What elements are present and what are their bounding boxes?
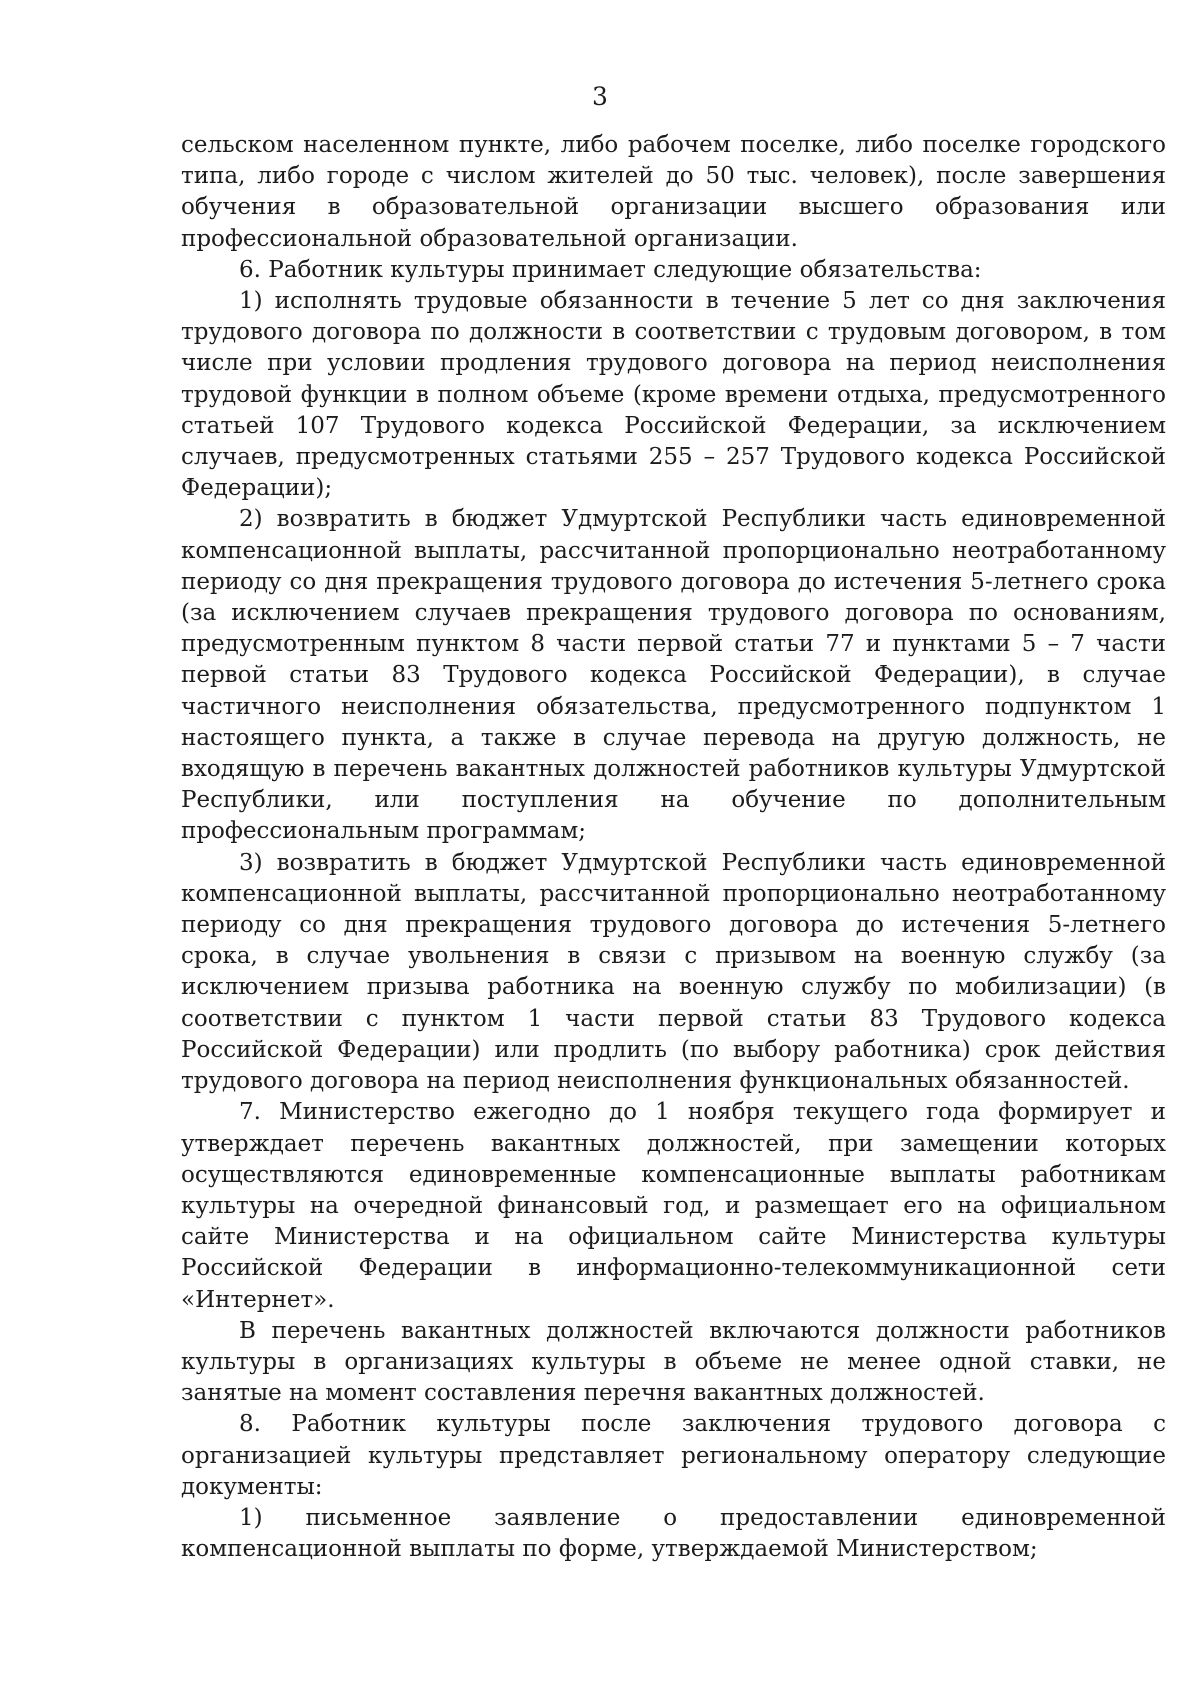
page-number: 3 <box>592 82 608 111</box>
paragraph-item-8: 8. Работник культуры после заключения трудового договора с организацией культуры представляет региональному оператору следующие документы: <box>181 1411 1166 1500</box>
paragraph-item-6: 6. Работник культуры принимает следующие обязательства: <box>239 256 982 283</box>
paragraph-item-8-1: 1) письменное заявление о предоставлении единовременной компенсационной выплаты по форме, утверждаемой Министерством; <box>181 1504 1166 1563</box>
paragraph-item-6-2: 2) возвратить в бюджет Удмуртской Республики часть единовременной компенсационной выплаты, рассчитанной пропорционально неотработанному периоду со дня прекращения трудового договора до истечения 5-летнего срока (за исключением случаев прекращения трудового договора по основаниям, предусмотренным пунктом 8 части первой статьи 77 и пунктами 5 – 7 части первой статьи 83 Трудового кодекса Российской Федерации), в случае частичного неисполнения обязательства, предусмотренного подпунктом 1 настоящего пункта, а также в случае перевода на другую должность, не входящую в перечень вакантных должностей работников культуры Удмуртской Республики, или поступления на обучение по дополнительным профессиональным программам; <box>181 506 1166 845</box>
paragraph-continuation: сельском населенном пункте, либо рабочем поселке, либо поселке городского типа, либо городе с числом жителей до 50 тыс. человек), после завершения обучения в образовательной организации высшего образования или профессиональной образовательной организации. <box>181 132 1166 252</box>
document-body <box>181 130 1166 1565</box>
paragraph-item-6-3: 3) возвратить в бюджет Удмуртской Республики часть единовременной компенсационной выплаты, рассчитанной пропорционально неотработанному периоду со дня прекращения трудового договора до истечения 5-летнего срока, в случае увольнения в связи с призывом на военную службу (за исключением призыва работника на военную службу по мобилизации) (в соответствии с пунктом 1 части первой статьи 83 Трудового кодекса Российской Федерации) или продлить (по выбору работника) срок действия трудового договора на период неисполнения функциональных обязанностей. <box>181 849 1166 1095</box>
paragraph-item-6-1: 1) исполнять трудовые обязанности в течение 5 лет со дня заключения трудового договора по должности в соответствии с трудовым договором, в том числе при условии продления трудового договора на период неисполнения трудовой функции в полном объеме (кроме времени отдыха, предусмотренного статьей 107 Трудового кодекса Российской Федерации, за исключением случаев, предусмотренных статьями 255 – 257 Трудового кодекса Российской Федерации); <box>181 288 1166 502</box>
paragraph-vacancy-list: В перечень вакантных должностей включаются должности работников культуры в организациях культуры в объеме не менее одной ставки, не занятые на момент составления перечня вакантных должностей. <box>181 1317 1166 1407</box>
paragraph-item-7: 7. Министерство ежегодно до 1 ноября текущего года формирует и утверждает перечень вакантных должностей, при замещении которых осуществляются единовременные компенсационные выплаты работникам культуры на очередной финансовый год, и размещает его на официальном сайте Министерства и на официальном сайте Министерства культуры Российской Федерации в информационно-телекоммуникационной сети «Интернет». <box>181 1099 1166 1313</box>
